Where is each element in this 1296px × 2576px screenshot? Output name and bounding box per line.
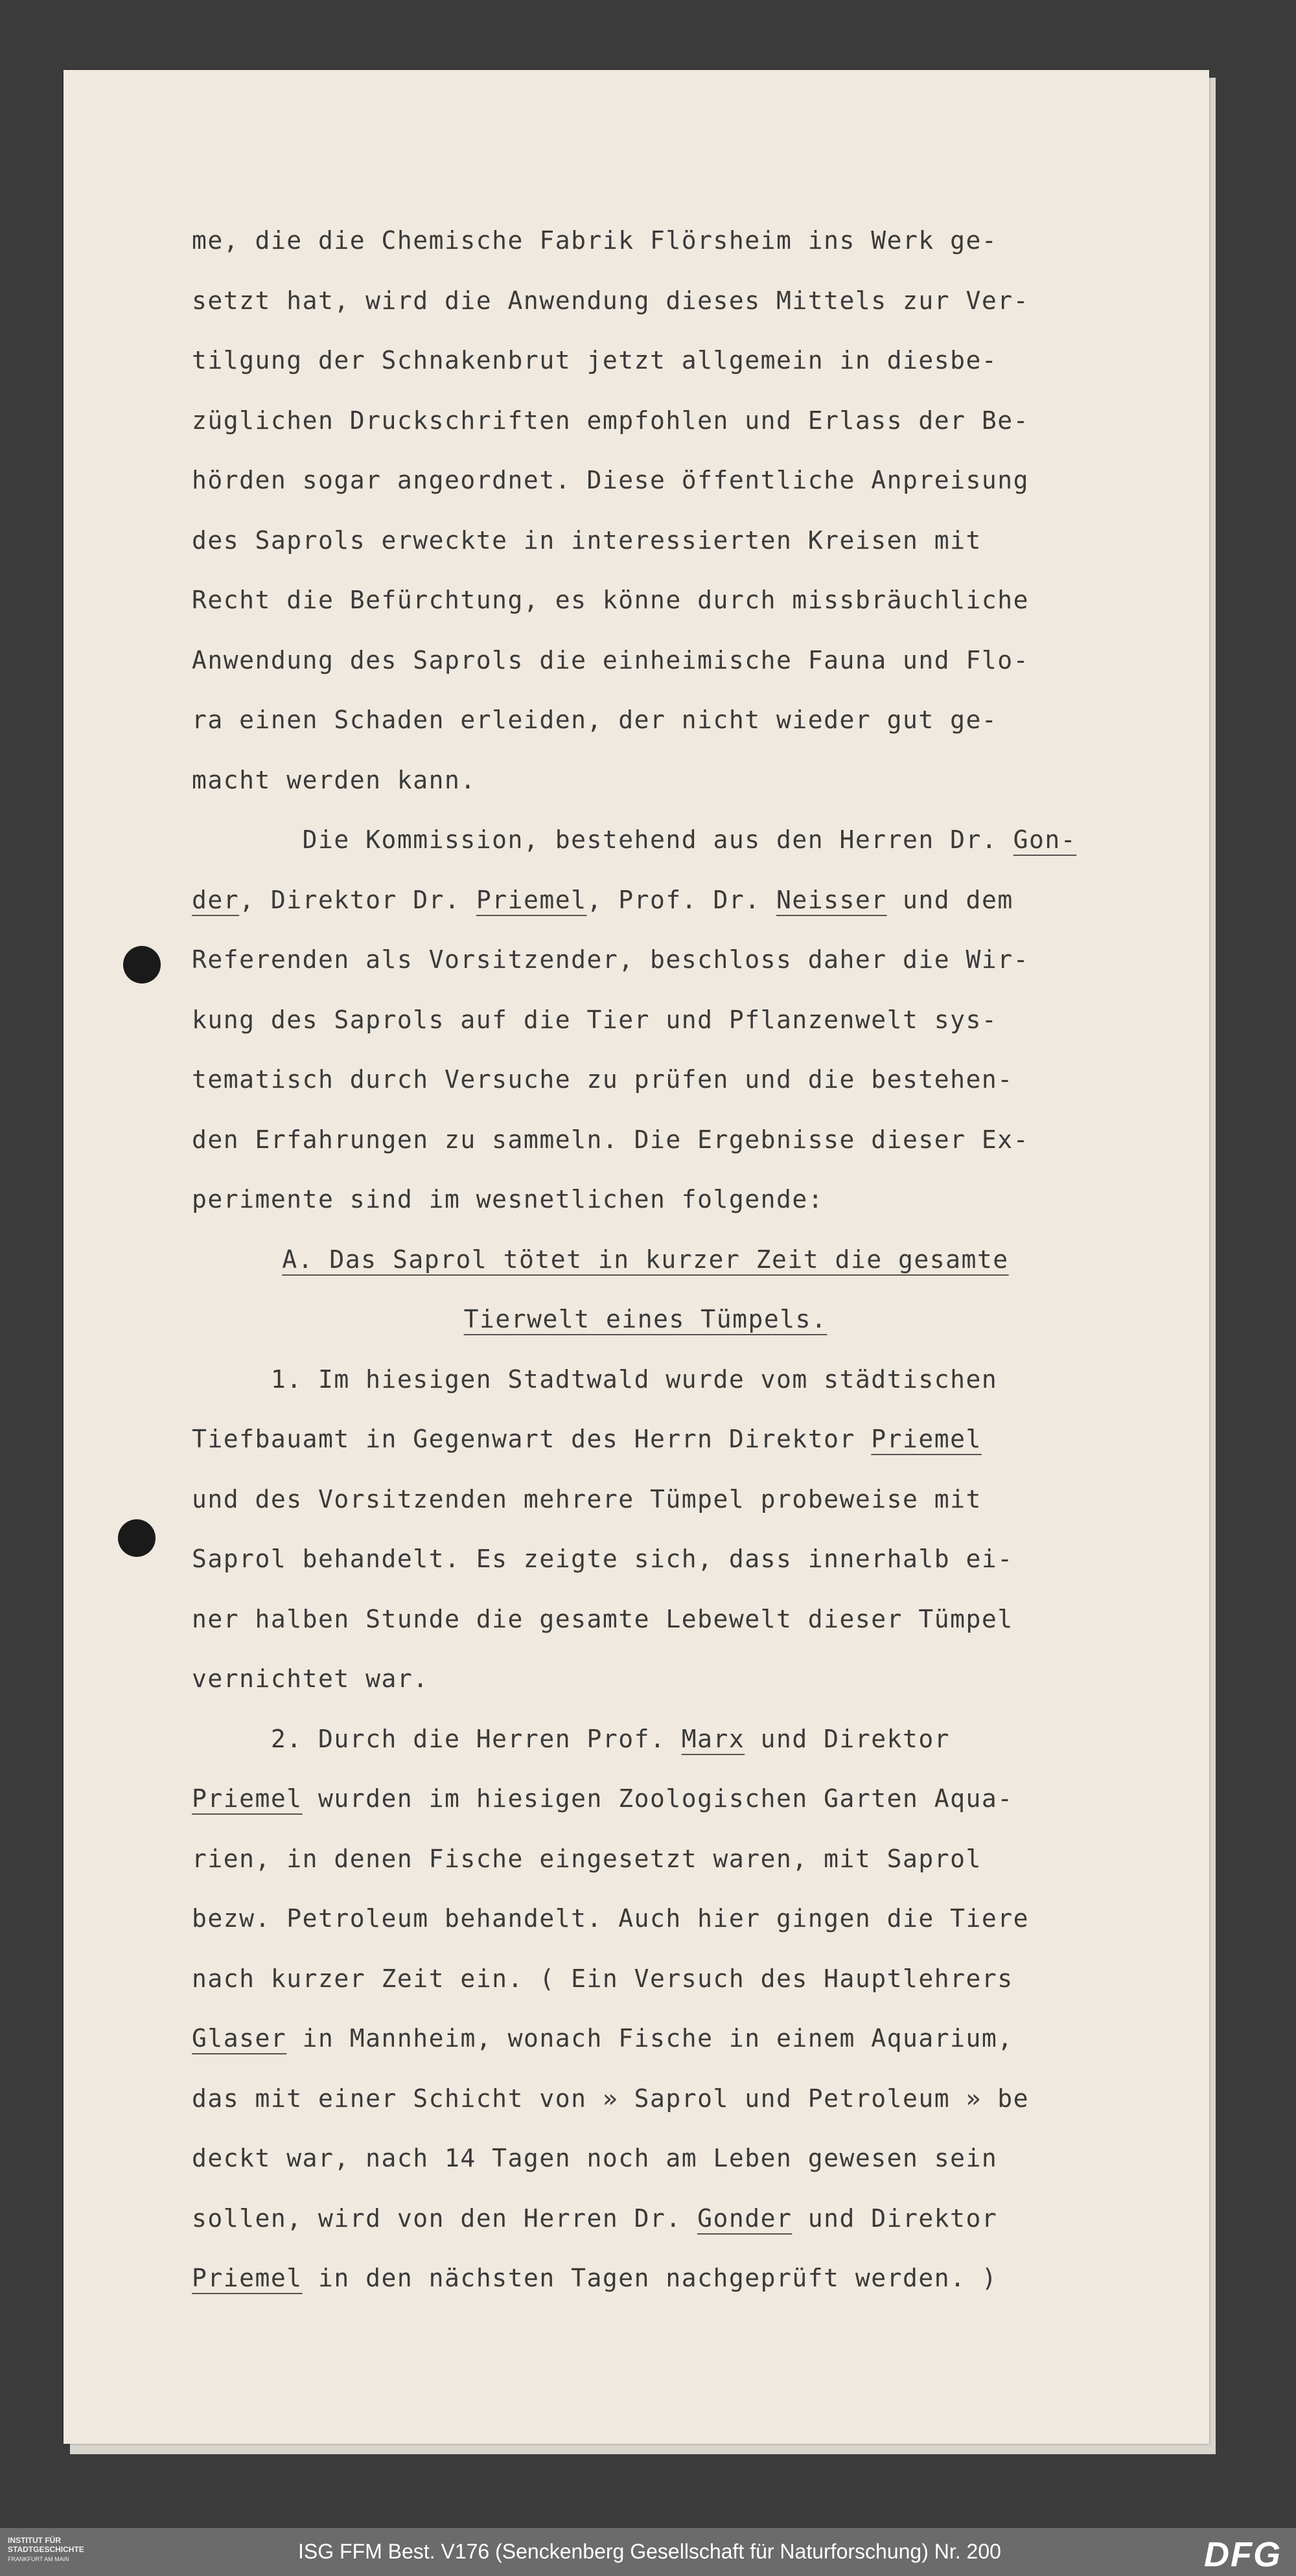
text-line: me, die die Chemische Fabrik Flörsheim ins Werk ge- [192, 226, 998, 255]
text-line [192, 2189, 1203, 2249]
heading-text: Tierwelt eines Tümpels. [463, 1305, 827, 1333]
section-heading [192, 1230, 1099, 1290]
text-run: in Mannheim, wonach Fische in einem Aquarium, [286, 2024, 1013, 2053]
underlined-name: Gon- [1013, 825, 1077, 854]
underlined-name: Priemel [192, 2264, 303, 2292]
heading-text: A. Das Saprol tötet in kurzer Zeit die gesamte [282, 1245, 1009, 1274]
text-line: Referenden als Vorsitzender, beschloss daher die Wir- [192, 945, 1030, 974]
text-line: hörden sogar angeordnet. Diese öffentliche Anpreisung [192, 466, 1030, 494]
text-line: vernichtet war. [192, 1664, 429, 1693]
archive-footer-bar [0, 2528, 1296, 2576]
dfg-logo: DFG [1204, 2535, 1282, 2574]
text-line: das mit einer Schicht von » Saprol und Petroleum » be [192, 2084, 1030, 2113]
underlined-name: Priemel [192, 1784, 303, 1813]
underlined-name: der [192, 885, 240, 914]
underlined-name: Priemel [476, 885, 587, 914]
text-run: 2. Durch die Herren Prof. [192, 1724, 682, 1753]
underlined-name: Neisser [776, 885, 887, 914]
text-run: , Prof. Dr. [586, 885, 777, 914]
text-line: macht werden kann. [192, 765, 476, 794]
text-line: tilgung der Schnakenbrut jetzt allgemein in diesbe- [192, 346, 998, 374]
text-line: setzt hat, wird die Anwendung dieses Mittels zur Ver- [192, 286, 1030, 315]
typed-text [192, 211, 1203, 2308]
text-run: und dem [886, 885, 1013, 914]
institute-logo [8, 2536, 84, 2564]
text-line: rien, in denen Fische eingesetzt waren, mit Saprol [192, 1844, 982, 1873]
text-run: in den nächsten Tagen nachgeprüft werden. ) [302, 2264, 998, 2292]
punch-hole [118, 1519, 156, 1557]
text-line: nach kurzer Zeit ein. ( Ein Versuch des Hauptlehrers [192, 1964, 1013, 1993]
institute-name-line: STADTGESCHICHTE [8, 2545, 84, 2554]
text-line: deckt war, nach 14 Tagen noch am Leben gewesen sein [192, 2144, 998, 2172]
text-line [192, 810, 1203, 870]
text-run: Die Kommission, bestehend aus den Herren Dr. [192, 825, 1013, 854]
text-line: bezw. Petroleum behandelt. Auch hier gingen die Tiere [192, 1904, 1030, 1933]
text-line [192, 1709, 1203, 1769]
text-run: wurden im hiesigen Zoologischen Garten Aqua- [302, 1784, 1013, 1813]
text-line: perimente sind im wesnetlichen folgende: [192, 1185, 824, 1213]
underlined-name: Marx [681, 1724, 745, 1753]
text-line: und des Vorsitzenden mehrere Tümpel probeweise mit [192, 1484, 982, 1513]
underlined-name: Gonder [697, 2203, 793, 2233]
text-run: , Direktor Dr. [239, 885, 476, 914]
text-line [192, 2248, 1203, 2308]
text-line: züglichen Druckschriften empfohlen und Erlass der Be- [192, 406, 1030, 435]
text-line: 1. Im hiesigen Stadtwald wurde vom städtischen [192, 1364, 998, 1394]
text-run: Tiefbauamt in Gegenwart des Herrn Direktor [192, 1425, 872, 1453]
section-heading [192, 1289, 1099, 1350]
underlined-name: Priemel [871, 1425, 982, 1453]
underlined-name: Glaser [192, 2024, 287, 2053]
text-line: kung des Saprols auf die Tier und Pflanzenwelt sys- [192, 1005, 998, 1034]
text-line [192, 1769, 1203, 1829]
text-line: Saprol behandelt. Es zeigte sich, dass innerhalb ei- [192, 1545, 1013, 1573]
text-line [192, 1409, 1203, 1469]
text-run: und Direktor [745, 1724, 951, 1753]
institute-name-line: INSTITUT FÜR [8, 2536, 61, 2545]
text-line: ra einen Schaden erleiden, der nicht wieder gut ge- [192, 706, 998, 734]
punch-hole [123, 946, 161, 983]
archive-reference: ISG FFM Best. V176 (Senckenberg Gesellschaft für Naturforschung) Nr. 200 [298, 2540, 1001, 2563]
text-line [192, 2008, 1203, 2069]
text-line: den Erfahrungen zu sammeln. Die Ergebnisse dieser Ex- [192, 1125, 1030, 1154]
institute-city: FRANKFURT AM MAIN [8, 2556, 69, 2562]
text-line: des Saprols erweckte in interessierten Kreisen mit [192, 525, 982, 555]
text-line [192, 870, 1203, 930]
text-run: und Direktor [792, 2203, 998, 2233]
text-line: ner halben Stunde die gesamte Lebewelt dieser Tümpel [192, 1604, 1013, 1633]
text-run: sollen, wird von den Herren Dr. [192, 2203, 698, 2233]
text-line: tematisch durch Versuche zu prüfen und die bestehen- [192, 1065, 1013, 1094]
text-line: Recht die Befürchtung, es könne durch missbräuchliche [192, 586, 1030, 614]
text-line: Anwendung des Saprols die einheimische Fauna und Flo- [192, 645, 1030, 674]
